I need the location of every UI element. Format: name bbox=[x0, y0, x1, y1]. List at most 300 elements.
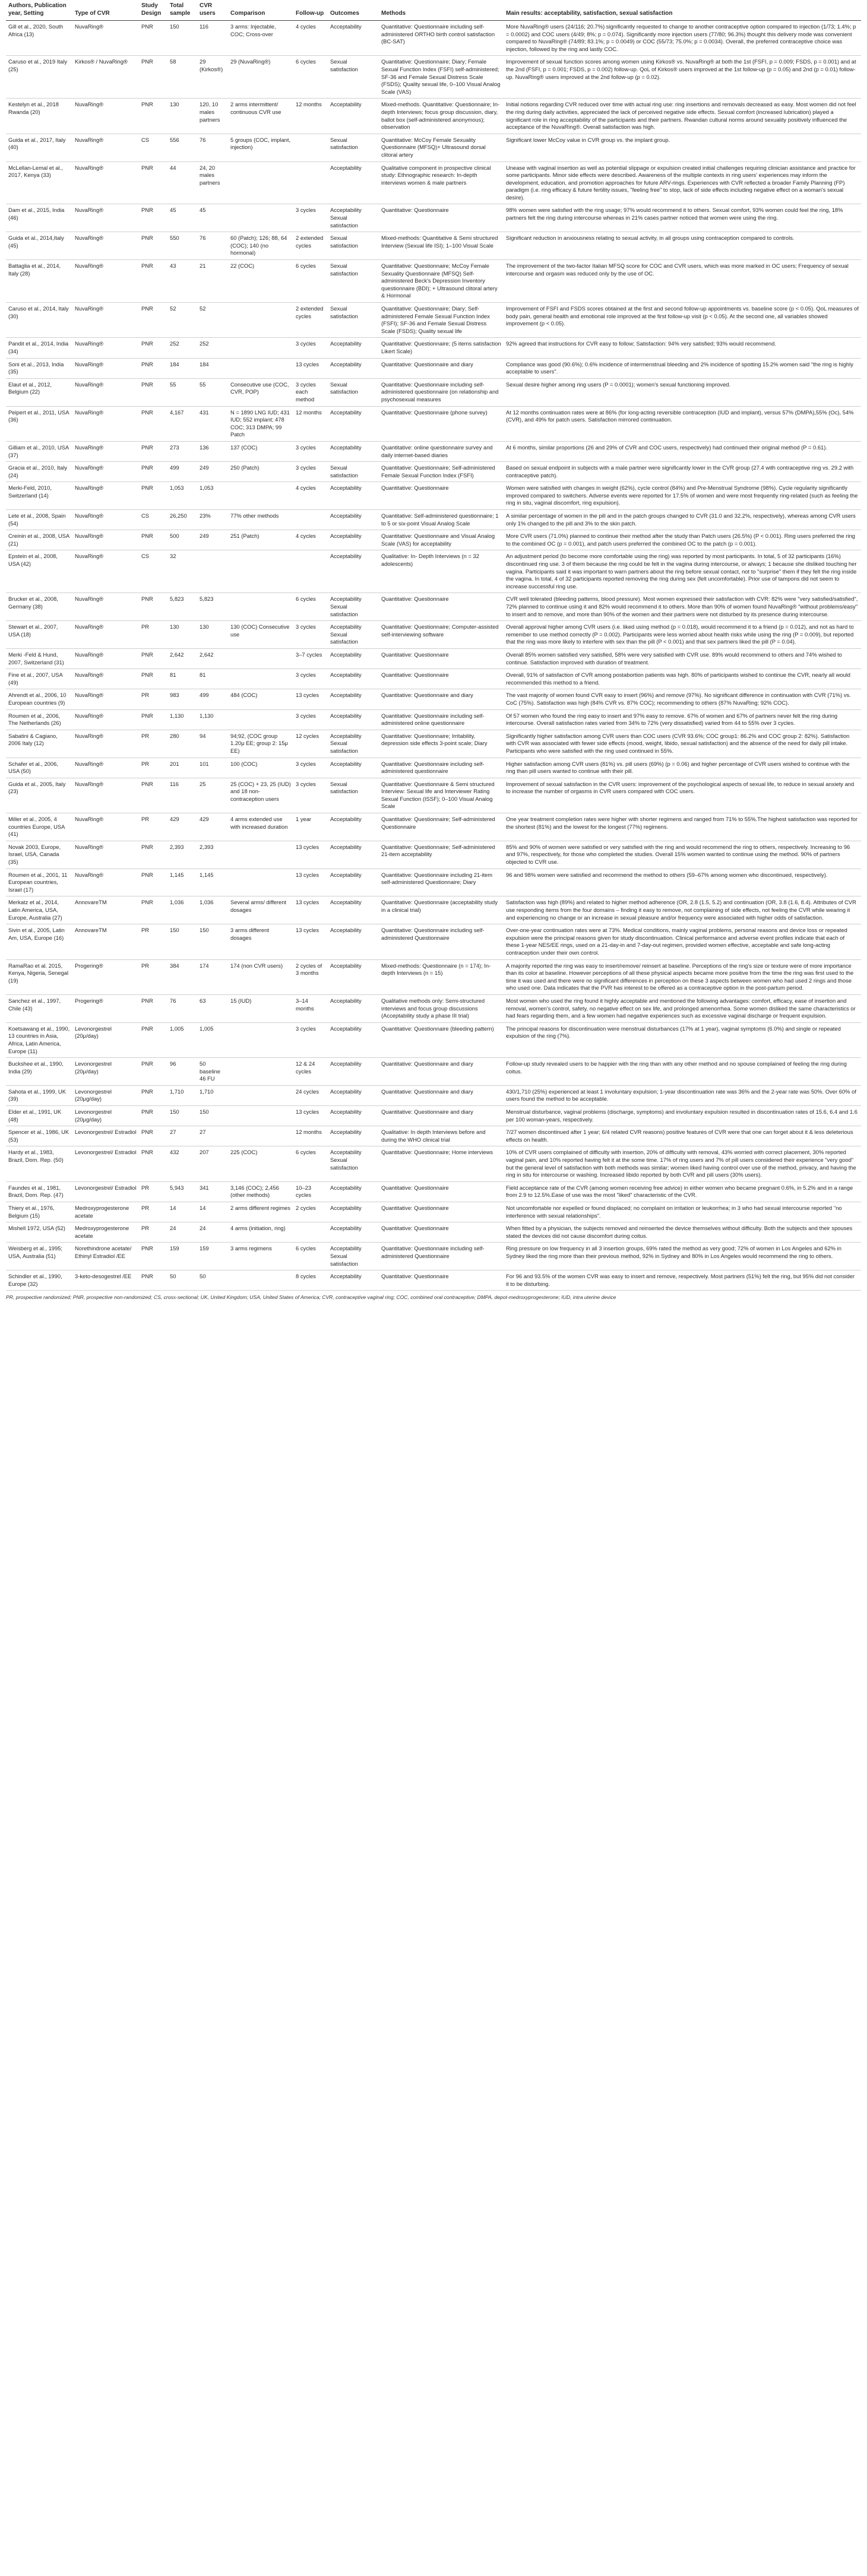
cell-methods: Quantitative: Questionnaire; Self-administered Questionnaire bbox=[379, 813, 504, 841]
cell-author: Epstein et al., 2008, USA (42) bbox=[6, 550, 72, 593]
cell-main-results: Unease with vaginal insertion as well as potential slippage or expulsion created initial challenges requiring clinician assistance and practice for some participants. Minor side effects were described. Awareness of the multiple contexts in ring users' experiences may inform the development, education, and promotion approaches for future ARV-rings. Experiences with CVR reflected a broader Family Planning (FP) paradigm (i.e. ring efficacy & future fertility issues, "feeling free" to stop, lack of side effects including negative effect on a woman's sexual desire). bbox=[504, 161, 861, 204]
cell-cvr-users: 55 bbox=[197, 378, 228, 406]
cell-study-design: PNR bbox=[139, 406, 167, 441]
cell-main-results: One year treatment completion rates were higher with shorter regimens and ranged from 71% to 55%.The highest satisfaction was reported for the shortest (81%) and the lowest for the longest (77%) regimens. bbox=[504, 813, 861, 841]
cell-main-results: Ring pressure on low frequency in all 3 insertion groups, 69% rated the method as very good; 72% of women in Los Angeles and 62% in Sydney liked the ring more than their previous method, 92% in Sydney and 80% in Los Angeles would recommend the ring to others. bbox=[504, 1243, 861, 1270]
cell-author: Hardy et al., 1983, Brazil, Dom. Rep. (50) bbox=[6, 1146, 72, 1181]
cell-cvr-users: 14 bbox=[197, 1202, 228, 1222]
cell-follow-up: 2 extended cycles bbox=[293, 303, 328, 338]
cell-follow-up bbox=[293, 1222, 328, 1243]
cell-author: Mishell 1972, USA (52) bbox=[6, 1222, 72, 1243]
cell-comparison bbox=[228, 550, 293, 593]
cell-main-results: Overall 85% women satisfied very satisfied, 58% were very satisfied with CVR use. 89% would recommend to others and 74% wished to continue. Satisfaction improved with duration of treatment. bbox=[504, 648, 861, 668]
cell-comparison: 3 arms: Injectable, COC; Cross-over bbox=[228, 21, 293, 56]
cell-cvr-type: NuvaRing® bbox=[72, 21, 139, 56]
cell-outcomes: Acceptability bbox=[328, 358, 379, 378]
cell-outcomes: Acceptability bbox=[328, 758, 379, 778]
table-footnote: PR, prospective randomized; PNR, prospective non-randomized; CS, cross-sectional; UK, United Kingdom; USA, United States of America; CVR, contraceptive vaginal ring; COC, combined oral contraceptive; DMPA, depot-medroxyprogesterone; IUD, intra uterine device bbox=[6, 1294, 616, 1301]
cell-outcomes: Sexual satisfaction bbox=[328, 232, 379, 260]
cell-comparison bbox=[228, 593, 293, 621]
cell-total-sample: 24 bbox=[167, 1222, 197, 1243]
cell-follow-up bbox=[293, 161, 328, 204]
header-comparison: Comparison bbox=[228, 0, 293, 21]
cell-cvr-type: 3-keto-desogestrel /EE bbox=[72, 1270, 139, 1291]
cell-comparison: 225 (COC) bbox=[228, 1146, 293, 1181]
cell-author: Lete et al., 2008, Spain (54) bbox=[6, 510, 72, 530]
header-methods: Methods bbox=[379, 0, 504, 21]
cell-methods: Quantitative: Questionnaire bbox=[379, 204, 504, 232]
table-row bbox=[6, 778, 861, 813]
cell-total-sample: 184 bbox=[167, 358, 197, 378]
table-row bbox=[6, 378, 861, 406]
cell-outcomes: Acceptability bbox=[328, 869, 379, 896]
cell-study-design: PNR bbox=[139, 869, 167, 896]
table-row bbox=[6, 406, 861, 441]
table-row bbox=[6, 994, 861, 1022]
cell-study-design: PR bbox=[139, 924, 167, 959]
cell-methods: Quantitative: Questionnaire & Semi structured Interview: Sexual life and Interviewer Rating Sexual Function (ISSF); 0–100 Visual Analog Scale bbox=[379, 778, 504, 813]
cell-study-design: PNR bbox=[139, 841, 167, 869]
cell-methods: Mixed-methods: Questionnaire (n = 174); In-depth Interviews (n = 15) bbox=[379, 959, 504, 994]
cell-author: Merkatz et al., 2014, Latin America, USA, Europe, Australia (27) bbox=[6, 896, 72, 924]
cell-author: Pandit et al., 2014, India (34) bbox=[6, 338, 72, 358]
cell-study-design: PNR bbox=[139, 462, 167, 482]
cell-outcomes: Acceptability bbox=[328, 1222, 379, 1243]
cell-cvr-type: NuvaRing® bbox=[72, 709, 139, 730]
cell-total-sample: 52 bbox=[167, 303, 197, 338]
cell-main-results: 98% women were satisfied with the ring usage; 97% would recommend it to others. Sexual comfort, 93% women could feel the ring, 18% partners felt the ring during intercourse whereas in 21% cases partner noticed that women were using the ring. bbox=[504, 204, 861, 232]
cell-comparison: 137 (COC) bbox=[228, 441, 293, 461]
cell-follow-up: 6 cycles bbox=[293, 260, 328, 303]
cell-follow-up: 3 cycles bbox=[293, 1022, 328, 1057]
cell-cvr-users: 1,036 bbox=[197, 896, 228, 924]
cell-main-results: The vast majority of women found CVR easy to insert (96%) and remove (97%). No significant difference in continuation with CVR (71%) vs. CoC (75%). Satisfaction was high (84% CVR vs. 87% COC); recommending to others (87% NuvaRing; 92% COC). bbox=[504, 689, 861, 709]
cell-methods: Mixed-methods: Quantitative & Semi structured Interview (Sexual life ISI); 1–100 Visual Scale bbox=[379, 232, 504, 260]
cell-author: Roumen et al., 2001, 11 European countries, Israel (17) bbox=[6, 869, 72, 896]
cell-total-sample: 556 bbox=[167, 134, 197, 161]
table-row bbox=[6, 1022, 861, 1057]
cell-cvr-users bbox=[197, 550, 228, 593]
cell-study-design: PNR bbox=[139, 1058, 167, 1086]
cell-author: Guida et al., 2017, Italy (40) bbox=[6, 134, 72, 161]
cell-main-results: At 6 months, similar proportions (26 and 29% of CVR and COC users, respectively) had continued their original method (P = 0.61). bbox=[504, 441, 861, 461]
cell-main-results: Compliance was good (90.6%); 0.6% incidence of intermenstrual bleeding and 2% incidence of spotting 15.2% women said "the ring is highly acceptable to users". bbox=[504, 358, 861, 378]
cell-author: Merki-Feld, 2010, Switzerland (14) bbox=[6, 482, 72, 510]
cell-author: Peipert et al., 2011, USA (36) bbox=[6, 406, 72, 441]
table-row bbox=[6, 896, 861, 924]
header-main-results: Main results: acceptability, satisfaction, sexual satisfaction bbox=[504, 0, 861, 21]
cell-total-sample: 43 bbox=[167, 260, 197, 303]
cell-methods: Qualitative: In depth Interviews before and during the WHO clinical trial bbox=[379, 1126, 504, 1146]
cell-author: Ahrendt et al., 2006, 10 European countries (9) bbox=[6, 689, 72, 709]
cell-total-sample: 1,036 bbox=[167, 896, 197, 924]
cell-author: Schindler et al., 1990, Europe (32) bbox=[6, 1270, 72, 1291]
cell-comparison bbox=[228, 1270, 293, 1291]
cell-comparison bbox=[228, 1022, 293, 1057]
cell-author: Gracia et al., 2010, Italy (24) bbox=[6, 462, 72, 482]
cell-comparison: 484 (COC) bbox=[228, 689, 293, 709]
cell-follow-up: 3 cycles each method bbox=[293, 378, 328, 406]
cell-study-design: PNR bbox=[139, 1270, 167, 1291]
header-total-sample: Total sample bbox=[167, 0, 197, 21]
cell-study-design: PR bbox=[139, 1181, 167, 1202]
cell-comparison bbox=[228, 1126, 293, 1146]
cell-cvr-users: 1,130 bbox=[197, 709, 228, 730]
cell-total-sample: 27 bbox=[167, 1126, 197, 1146]
cell-comparison: 251 (Patch) bbox=[228, 530, 293, 550]
table-row bbox=[6, 648, 861, 668]
cell-main-results: Improvement of sexual function scores among women using Kirkos® vs. NuvaRing® at both the 1st (FSFI, p = 0.009; FSDS, p = 0.001) and at the 2nd (FSFI, p = 0.001; FSDS, p = 0.002) follow-up. QoL of Kirkos® users improved at the 1st follow-up (p = 0.05) and 2nd (p = 0.01) follow-up. NuvaRing® users improved at the 2nd follow-up (p = 0.02). bbox=[504, 56, 861, 99]
cell-comparison: 2 arms different regimes bbox=[228, 1202, 293, 1222]
cell-total-sample: 5,943 bbox=[167, 1181, 197, 1202]
cell-study-design: CS bbox=[139, 510, 167, 530]
cell-comparison: 5 groups (COC, implant, injection) bbox=[228, 134, 293, 161]
cell-comparison bbox=[228, 648, 293, 668]
cell-methods: Quantitative: Questionnaire and diary bbox=[379, 358, 504, 378]
cell-cvr-users: 5,823 bbox=[197, 593, 228, 621]
cell-outcomes: Acceptability Sexual satisfaction bbox=[328, 621, 379, 649]
cell-author: RamaRao et al. 2015, Kenya, Nigeria, Senegal (19) bbox=[6, 959, 72, 994]
cell-methods: Quantitative: Self-administered questionnaire; 1 to 5 or six-point Visual Analog Scale bbox=[379, 510, 504, 530]
cell-cvr-type: NuvaRing® bbox=[72, 358, 139, 378]
cell-outcomes: Acceptability bbox=[328, 994, 379, 1022]
studies-table bbox=[6, 0, 861, 1291]
cell-cvr-type: NuvaRing® bbox=[72, 689, 139, 709]
cell-cvr-type: NuvaRing® bbox=[72, 621, 139, 649]
cell-outcomes: Acceptability Sexual satisfaction bbox=[328, 1146, 379, 1181]
cell-study-design: PNR bbox=[139, 99, 167, 134]
table-row bbox=[6, 510, 861, 530]
table-row bbox=[6, 1181, 861, 1202]
cell-cvr-type: NuvaRing® bbox=[72, 813, 139, 841]
header-row bbox=[6, 0, 861, 21]
cell-outcomes: Acceptability bbox=[328, 1085, 379, 1105]
cell-main-results: Women were satisfied with changes in weight (62%), cycle control (84%) and Pre-Menstrual Syndrome (98%). Cycle regularity significantly improved compared to switchers. Adverse events were reported for 17.5% of women and were most frequently ring-related (such as feeling the ring in situ, vaginal discomfort, ring expulsion). bbox=[504, 482, 861, 510]
cell-methods: Quantitative: Questionnaire (acceptability study in a clinical trial) bbox=[379, 896, 504, 924]
cell-main-results: An adjustment period (to become more comfortable using the ring) was reported by most participants. In total, 5 of 32 participants (16%) discontinued ring use. 3 of them because the ring could be felt in the vagina during intercourse, or always; 1 because she disliked touching her vagina. Participants said it was important to warn partners about the ring before sexual contact, not to "surprise" them if they felt the ring inside the vagina. In total, 4 of 32 participants reported removing the ring during sex (felt uncomfortable). Prior use of tampons did not seem to increase successful ring use. bbox=[504, 550, 861, 593]
cell-total-sample: 1,710 bbox=[167, 1085, 197, 1105]
cell-total-sample: 2,393 bbox=[167, 841, 197, 869]
cell-methods: Quantitative: Questionnaire (phone survey) bbox=[379, 406, 504, 441]
cell-comparison bbox=[228, 1106, 293, 1126]
cell-total-sample: 130 bbox=[167, 621, 197, 649]
cell-total-sample: 280 bbox=[167, 730, 197, 758]
cell-follow-up: 13 cycles bbox=[293, 841, 328, 869]
header-follow-up: Follow-up bbox=[293, 0, 328, 21]
cell-follow-up bbox=[293, 510, 328, 530]
cell-author: Gill et al., 2020, South Africa (13) bbox=[6, 21, 72, 56]
cell-cvr-users: 150 bbox=[197, 1106, 228, 1126]
cell-cvr-users: 81 bbox=[197, 669, 228, 689]
cell-author: Creinin et al., 2008, USA (21) bbox=[6, 530, 72, 550]
cell-total-sample: 384 bbox=[167, 959, 197, 994]
cell-comparison: 250 (Patch) bbox=[228, 462, 293, 482]
cell-cvr-users: 429 bbox=[197, 813, 228, 841]
cell-methods: Quantitative: Questionnaire including self-administered ORTHO birth control satisfaction (BC-SAT) bbox=[379, 21, 504, 56]
cell-methods: Quantitative: Questionnaire and diary bbox=[379, 1058, 504, 1086]
cell-author: Caruso et al., 2019 Italy (25) bbox=[6, 56, 72, 99]
cell-main-results: Most women who used the ring found it highly acceptable and mentioned the following advantages: comfort, efficacy, ease of insertion and removal, women's control, safety, no negative effect on sex life, and prolonged amenorrhea. Some women disliked the same characteristics or had fears regarding them, and a few women had negative experiences such as excessive vaginal discharge or frequent expulsion. bbox=[504, 994, 861, 1022]
cell-total-sample: 4,167 bbox=[167, 406, 197, 441]
cell-cvr-type: Progering® bbox=[72, 959, 139, 994]
cell-follow-up: 6 cycles bbox=[293, 1243, 328, 1270]
cell-total-sample: 252 bbox=[167, 338, 197, 358]
cell-methods: Quantitative: Questionnaire including self-administered questionnaire (on relationship and psychosexual measures bbox=[379, 378, 504, 406]
cell-methods: Qualitative: In- Depth Interviews (n = 32 adolescents) bbox=[379, 550, 504, 593]
cell-study-design: PNR bbox=[139, 530, 167, 550]
cell-study-design: PNR bbox=[139, 896, 167, 924]
cell-total-sample: 983 bbox=[167, 689, 197, 709]
cell-cvr-users: 1,710 bbox=[197, 1085, 228, 1105]
cell-total-sample: 116 bbox=[167, 778, 197, 813]
cell-cvr-type: NuvaRing® bbox=[72, 134, 139, 161]
table-row bbox=[6, 462, 861, 482]
cell-cvr-type: Levonorgestrel/ Estradiol bbox=[72, 1146, 139, 1181]
cell-cvr-users: 431 bbox=[197, 406, 228, 441]
cell-cvr-type: Progering® bbox=[72, 994, 139, 1022]
cell-study-design: CS bbox=[139, 134, 167, 161]
cell-cvr-users: 174 bbox=[197, 959, 228, 994]
cell-main-results: When fitted by a physician, the subjects removed and reinserted the device themselves without difficulty. Both the subjects and their spouses stated the devices did not cause discomfort during coitus. bbox=[504, 1222, 861, 1243]
cell-outcomes: Acceptability bbox=[328, 841, 379, 869]
cell-main-results: The principal reasons for discontinuation were menstrual disturbances (17% at 1 year), vaginal symptoms (6.0%) and single or repeated expulsion of the ring (7%). bbox=[504, 1022, 861, 1057]
cell-cvr-users: 21 bbox=[197, 260, 228, 303]
cell-cvr-type: NuvaRing® bbox=[72, 406, 139, 441]
cell-main-results: Satisfaction was high (89%) and related to higher method adherence (OR, 2.8 (1.5, 5.2) and continuation (OR, 3.8 (1.6, 8.4). Attributes of CVR use responding items from the four domains – finding it easy to remove, not complaining of side effects, not feeling the CVR while wearing it and experiencing no change or an increase in sexual pleasure and/or frequency were associated with higher odds of satisfaction. bbox=[504, 896, 861, 924]
cell-outcomes: Acceptability bbox=[328, 530, 379, 550]
cell-study-design: PNR bbox=[139, 669, 167, 689]
cell-cvr-type: NuvaRing® bbox=[72, 441, 139, 461]
cell-comparison: 4 arms extended use with increased duration bbox=[228, 813, 293, 841]
cell-comparison bbox=[228, 338, 293, 358]
cell-follow-up: 3–14 months bbox=[293, 994, 328, 1022]
header-author: Authors, Publication year, Setting bbox=[6, 0, 72, 21]
cell-methods: Quantitative: Questionnaire including self-administered questionnaire bbox=[379, 758, 504, 778]
table-row bbox=[6, 758, 861, 778]
cell-follow-up: 13 cycles bbox=[293, 896, 328, 924]
cell-author: Merki -Feld & Hund, 2007, Switzerland (31) bbox=[6, 648, 72, 668]
table-row bbox=[6, 621, 861, 649]
cell-author: Weisberg et al., 1995; USA, Australia (51) bbox=[6, 1243, 72, 1270]
cell-main-results: Improvement of FSFI and FSDS scores obtained at the first and second follow-up appointments vs. baseline score (p < 0.05). QoL measures of body pain, general health and emotional role improved at the first follow-up visit (p < 0.05). At the second one, all variables showed improvement (p < 0.05). bbox=[504, 303, 861, 338]
table-row bbox=[6, 1058, 861, 1086]
cell-main-results: 96 and 98% women were satisfied and recommend the method to others (59–67% among women who discontinued, respectively). bbox=[504, 869, 861, 896]
cell-cvr-type: NuvaRing® bbox=[72, 648, 139, 668]
cell-follow-up: 12 months bbox=[293, 406, 328, 441]
cell-follow-up: 13 cycles bbox=[293, 924, 328, 959]
cell-total-sample: 58 bbox=[167, 56, 197, 99]
cell-cvr-type: NuvaRing® bbox=[72, 204, 139, 232]
cell-follow-up: 6 cycles bbox=[293, 1146, 328, 1181]
cell-outcomes: Acceptability bbox=[328, 1022, 379, 1057]
cell-follow-up: 2 cycles bbox=[293, 1202, 328, 1222]
cell-author: Brucker et al., 2008, Germany (38) bbox=[6, 593, 72, 621]
table-row bbox=[6, 550, 861, 593]
cell-cvr-users: 136 bbox=[197, 441, 228, 461]
cell-outcomes: Sexual satisfaction bbox=[328, 303, 379, 338]
cell-total-sample: 130 bbox=[167, 99, 197, 134]
cell-follow-up: 4 cycles bbox=[293, 530, 328, 550]
cell-follow-up: 1 year bbox=[293, 813, 328, 841]
cell-author: Thiery et al., 1976, Belgium (15) bbox=[6, 1202, 72, 1222]
cell-follow-up: 3 cycles bbox=[293, 709, 328, 730]
cell-total-sample: 500 bbox=[167, 530, 197, 550]
cell-cvr-users: 1,053 bbox=[197, 482, 228, 510]
cell-main-results: A majority reported the ring was easy to insert/remove/ reinsert at baseline. Perceptions of the ring's size or texture were of more importance than its color at baseline. However perceptions of all these physical aspects became more positive from the time the ring was first used to the time it was used and there were no significant differences in perception on these 3 aspects between women who had used 2 rings and those who used one. Data indicates that the PVR has interest to be offered as a contraceptive option in the post-partum period. bbox=[504, 959, 861, 994]
cell-study-design: PNR bbox=[139, 1022, 167, 1057]
cell-author: Miller et al., 2005, 4 countries Europe, USA (41) bbox=[6, 813, 72, 841]
cell-cvr-type: NuvaRing® bbox=[72, 303, 139, 338]
table-row bbox=[6, 232, 861, 260]
cell-follow-up: 13 cycles bbox=[293, 358, 328, 378]
cell-total-sample: 55 bbox=[167, 378, 197, 406]
cell-main-results: Not uncomfortable nor expelled or found displaced; no complaint on irritation or leukorrhea; in 3 who had sexual intercourse reported "no interference with sexual relationships". bbox=[504, 1202, 861, 1222]
cell-cvr-users: 120, 10 males partners bbox=[197, 99, 228, 134]
cell-outcomes: Acceptability bbox=[328, 709, 379, 730]
cell-author: Guida et al., 2005, Italy (23) bbox=[6, 778, 72, 813]
cell-cvr-users: 130 bbox=[197, 621, 228, 649]
cell-cvr-type: NuvaRing® bbox=[72, 841, 139, 869]
cell-study-design: PNR bbox=[139, 21, 167, 56]
cell-total-sample: 273 bbox=[167, 441, 197, 461]
cell-follow-up: 24 cycles bbox=[293, 1085, 328, 1105]
cell-methods: Qualitative methods only: Semi-structured interviews and focus group discussions (Acceptability study a phase III trial) bbox=[379, 994, 504, 1022]
cell-comparison: 94;92, (COC group 1.20μ EE; group 2: 15μ EE) bbox=[228, 730, 293, 758]
cell-cvr-type: NuvaRing® bbox=[72, 869, 139, 896]
cell-cvr-users: 76 bbox=[197, 134, 228, 161]
header-cvr-users: CVR users bbox=[197, 0, 228, 21]
cell-cvr-type: NuvaRing® bbox=[72, 99, 139, 134]
cell-study-design: PNR bbox=[139, 1106, 167, 1126]
cell-author: Sivin et al., 2005, Latin Am, USA, Europe (16) bbox=[6, 924, 72, 959]
cell-study-design: PNR bbox=[139, 1085, 167, 1105]
cell-main-results: CVR well tolerated (bleeding patterns, blood pressure). Most women expressed their satisfaction with CVR: 82% were "very satisfied/satisfied", 72% planned to continue using it and 82% would recommend it to others. More than 90% of women found NuvaRing® "without problems/easy" to insert and to remove, and more than 90% of the women and their partners were not disturbed by its presence during intercourse. bbox=[504, 593, 861, 621]
table-row bbox=[6, 260, 861, 303]
cell-author: Soni et al., 2013, India (35) bbox=[6, 358, 72, 378]
cell-cvr-type: Medroxyprogesterone acetate bbox=[72, 1202, 139, 1222]
cell-comparison: Several arms/ different dosages bbox=[228, 896, 293, 924]
cell-cvr-users: 249 bbox=[197, 462, 228, 482]
cell-study-design: PNR bbox=[139, 56, 167, 99]
table-row bbox=[6, 99, 861, 134]
cell-cvr-type: NuvaRing® bbox=[72, 260, 139, 303]
cell-outcomes: Sexual satisfaction bbox=[328, 462, 379, 482]
cell-follow-up: 6 cycles bbox=[293, 593, 328, 621]
cell-outcomes: Acceptability bbox=[328, 161, 379, 204]
table-row bbox=[6, 1126, 861, 1146]
cell-comparison: 2 arms intermittent/ continuous CVR use bbox=[228, 99, 293, 134]
cell-outcomes: Acceptability bbox=[328, 99, 379, 134]
cell-study-design: CS bbox=[139, 550, 167, 593]
cell-cvr-type: Levonorgestrel (20μ/day) bbox=[72, 1022, 139, 1057]
cell-study-design: PNR bbox=[139, 994, 167, 1022]
cell-comparison bbox=[228, 669, 293, 689]
cell-study-design: PNR bbox=[139, 1146, 167, 1181]
cell-cvr-users: 116 bbox=[197, 21, 228, 56]
cell-author: Sabatini & Cagiano, 2006 Italy (12) bbox=[6, 730, 72, 758]
cell-outcomes: Sexual satisfaction bbox=[328, 778, 379, 813]
table-row bbox=[6, 869, 861, 896]
cell-total-sample: 150 bbox=[167, 924, 197, 959]
cell-total-sample: 81 bbox=[167, 669, 197, 689]
table-container bbox=[6, 0, 861, 1301]
cell-cvr-users: 29 (Kirkos®) bbox=[197, 56, 228, 99]
cell-total-sample: 45 bbox=[167, 204, 197, 232]
cell-methods: Quantitative: Questionnaire bbox=[379, 1222, 504, 1243]
cell-author: Dam et al., 2015, India (46) bbox=[6, 204, 72, 232]
cell-methods: Quantitative: Questionnaire and diary bbox=[379, 1106, 504, 1126]
cell-author: Roumen et al., 2006, The Netherlands (26) bbox=[6, 709, 72, 730]
cell-total-sample: 150 bbox=[167, 21, 197, 56]
cell-main-results: 7/27 women discontinued after 1 year; 6/4 related CVR reasons) positive features of CVR were that one can forget about it & less deleterious effects on health. bbox=[504, 1126, 861, 1146]
cell-main-results: 430/1,710 (25%) experienced at least 1 involuntary expulsion; 1-year discontinuation rate was 36% and the 2-year rate was 50%. Over 60% of users found the method to be acceptable. bbox=[504, 1085, 861, 1105]
cell-author: Buckshee et al., 1990, India (29) bbox=[6, 1058, 72, 1086]
cell-study-design: PNR bbox=[139, 378, 167, 406]
table-row bbox=[6, 204, 861, 232]
cell-study-design: PR bbox=[139, 730, 167, 758]
cell-outcomes: Acceptability bbox=[328, 406, 379, 441]
cell-total-sample: 96 bbox=[167, 1058, 197, 1086]
cell-author: Novak 2003, Europe, Israel, USA, Canada (35) bbox=[6, 841, 72, 869]
cell-comparison: 174 (non CVR users) bbox=[228, 959, 293, 994]
cell-comparison: 3,146 (COC); 2,456 (other methods) bbox=[228, 1181, 293, 1202]
cell-author: McLellan-Lemal et al., 2017, Kenya (33) bbox=[6, 161, 72, 204]
cell-study-design: PNR bbox=[139, 204, 167, 232]
cell-author: Guida et al., 2014,Italy (45) bbox=[6, 232, 72, 260]
cell-main-results: Overall, 91% of satisfaction of CVR among postabortion patients was high. 80% of participants wished to continue the CVR, nearly all would recommended this method to a friend. bbox=[504, 669, 861, 689]
cell-methods: Quantitative: McCoy Female Sexuality Questionnaire (MFSQ)+ Ultrasound dorsal clitoral artery bbox=[379, 134, 504, 161]
cell-comparison bbox=[228, 204, 293, 232]
cell-cvr-users: 1,005 bbox=[197, 1022, 228, 1057]
cell-author: Sahota et al., 1999, UK (39) bbox=[6, 1085, 72, 1105]
cell-main-results: Sexual desire higher among ring users (P = 0.0001); women's sexual functioning improved. bbox=[504, 378, 861, 406]
cell-outcomes: Acceptability bbox=[328, 1058, 379, 1086]
cell-comparison bbox=[228, 841, 293, 869]
cell-follow-up: 13 cycles bbox=[293, 869, 328, 896]
cell-study-design: PNR bbox=[139, 1126, 167, 1146]
cell-total-sample: 550 bbox=[167, 232, 197, 260]
table-row bbox=[6, 1106, 861, 1126]
cell-main-results: A similar percentage of women in the pill and in the patch groups changed to CVR (31.0 and 32.2%, respectively), whereas among CVR users only 1% changed to the pill and 3% to the skin patch. bbox=[504, 510, 861, 530]
cell-cvr-users: 2,393 bbox=[197, 841, 228, 869]
cell-outcomes: Acceptability bbox=[328, 1270, 379, 1291]
cell-follow-up: 3 cycles bbox=[293, 621, 328, 649]
cell-study-design: PR bbox=[139, 1202, 167, 1222]
cell-study-design: PNR bbox=[139, 303, 167, 338]
cell-study-design: PNR bbox=[139, 441, 167, 461]
cell-methods: Quantitative: Questionnaire including self-administered online questionnaire bbox=[379, 709, 504, 730]
cell-study-design: PR bbox=[139, 758, 167, 778]
cell-follow-up: 12 & 24 cycles bbox=[293, 1058, 328, 1086]
cell-methods: Quantitative: Questionnaire; Self-administered 21-item acceptability bbox=[379, 841, 504, 869]
cell-author: Schafer et al., 2006, USA (50) bbox=[6, 758, 72, 778]
cell-follow-up: 3 cycles bbox=[293, 462, 328, 482]
cell-main-results: For 96 and 93.5% of the women CVR was easy to insert and remove, respectively. Most partners (51%) felt the ring, but 95% did not consider it to be disturbing. bbox=[504, 1270, 861, 1291]
cell-follow-up: 6 cycles bbox=[293, 56, 328, 99]
cell-main-results: Overall approval higher among CVR users (i.e. liked using method (p = 0.018), would recommend it to a friend (p = 0.012), and not as hard to remember to use method correctly (P = 0.002). Participants were less worried about health risks while using the ring (P = 0.009), but reported that the ring was more likely to interfere with sex than the pill (P < 0.001) and that sex partners liked the pill (P = 0.04). bbox=[504, 621, 861, 649]
cell-study-design: PNR bbox=[139, 778, 167, 813]
cell-main-results: Significant reduction in anxiousness relating to sexual activity, in all groups using contraception compared to controls. bbox=[504, 232, 861, 260]
table-row bbox=[6, 21, 861, 56]
cell-comparison: 3 arms different dosages bbox=[228, 924, 293, 959]
table-row bbox=[6, 924, 861, 959]
cell-main-results: Follow-up study revealed users to be happier with the ring than with any other method and no spouse complained of feeling the ring during coitus. bbox=[504, 1058, 861, 1086]
cell-follow-up: 3 cycles bbox=[293, 669, 328, 689]
cell-author: Fine et al., 2007, USA (49) bbox=[6, 669, 72, 689]
cell-cvr-users: 25 bbox=[197, 778, 228, 813]
cell-cvr-users: 101 bbox=[197, 758, 228, 778]
cell-cvr-type: NuvaRing® bbox=[72, 338, 139, 358]
